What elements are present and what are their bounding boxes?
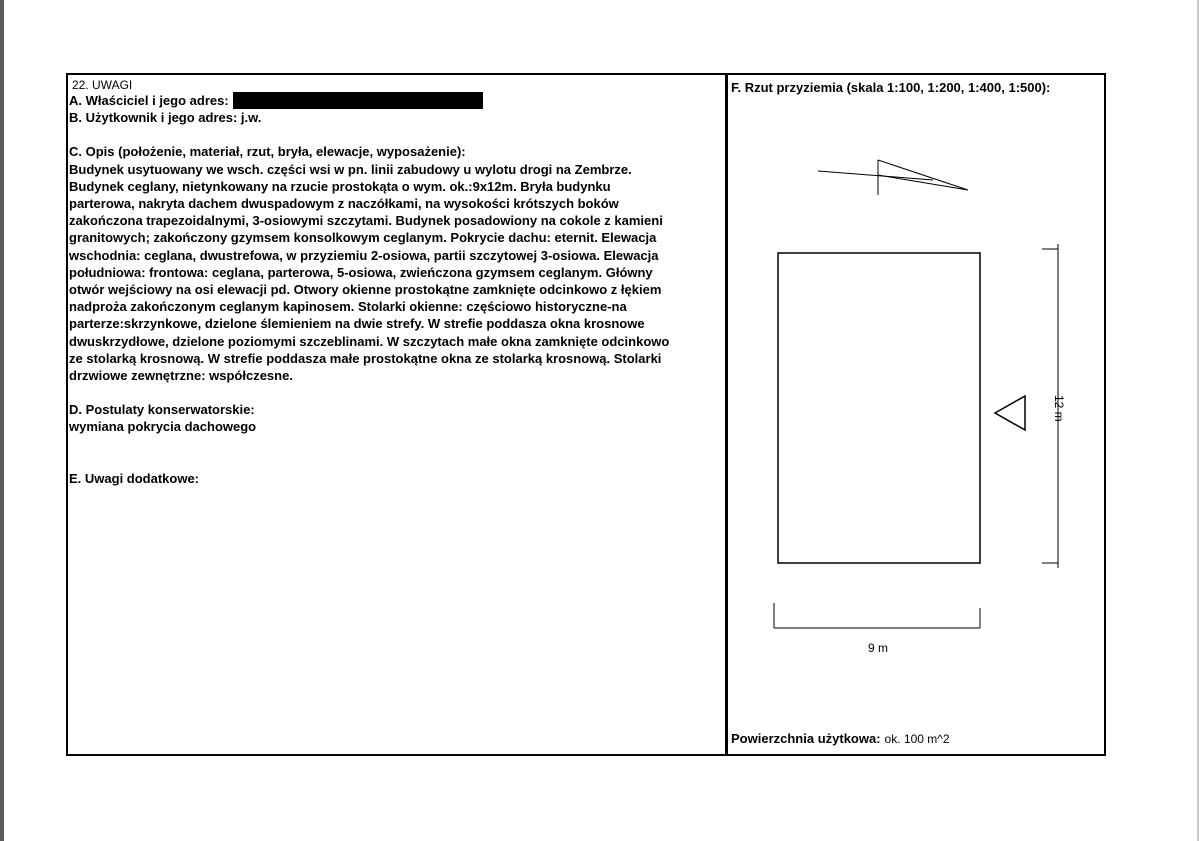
description-line: ze stolarką krosnową. W strefie poddasza małe prostokątne okna ze stolarką krosnową. Stolarki xyxy=(69,350,662,366)
width-dimension-line xyxy=(774,603,980,628)
ground-floor-plan xyxy=(728,100,1100,740)
owner-label: A. Właściciel i jego adres: xyxy=(69,93,229,108)
description-line: nadproża zakończonym ceglanym kapinosem. Stolarki okienne: częściowo historyczne-na xyxy=(69,299,627,315)
length-dimension-label: 12 m xyxy=(1052,395,1066,422)
usable-area-value: ok. 100 m^2 xyxy=(884,732,950,746)
scan-edge-left xyxy=(0,0,4,841)
description-line: granitowych; zakończony gzymsem konsolkowym ceglanym. Pokrycie dachu: eternit. Elewacja xyxy=(69,230,657,246)
description-line: wschodnia: ceglana, dwustrefowa, w przyziemiu 2-osiowa, partii szczytowej 3-osiowa. Elewacja xyxy=(69,247,659,263)
description-heading: C. Opis (położenie, materiał, rzut, bryła, elewacje, wyposażenie): xyxy=(69,144,466,160)
description-line: drzwiowe zewnętrzne: współczesne. xyxy=(69,368,293,384)
section-number: 22. UWAGI xyxy=(72,78,133,92)
description-line: zakończona trapezoidalnymi, 3-osiowymi szczytami. Budynek posadowiony na cokole z kamieni xyxy=(69,213,663,229)
north-arrow-icon xyxy=(818,160,968,195)
owner-row xyxy=(69,92,724,109)
user-line: B. Użytkownik i jego adres: j.w. xyxy=(69,110,262,126)
remarks-heading: E. Uwagi dodatkowe: xyxy=(69,470,200,486)
entrance-triangle-icon xyxy=(995,396,1025,430)
description-line: południowa: frontowa: ceglana, parterowa, 5-osiowa, zwieńczona gzymsem ceglanym. Główny xyxy=(69,264,653,280)
description-line: Budynek ceglany, nietynkowany na rzucie prostokąta o wym. ok.:9x12m. Bryła budynku xyxy=(69,178,611,194)
remarks-column xyxy=(69,78,724,487)
width-dimension-label: 9 m xyxy=(868,641,889,655)
plan-heading: F. Rzut przyziemia (skala 1:100, 1:200, 1:400, 1:500): xyxy=(731,80,1051,95)
description-line: parterowa, nakryta dachem dwuspadowym z naczółkami, na wysokości krótszych boków xyxy=(69,196,619,212)
usable-area-row xyxy=(731,731,950,746)
description-line: dwuskrzydłowe, dzielone poziomymi szczeblinami. W szczytach małe okna zamknięte odcinkowo xyxy=(69,333,670,349)
building-outline xyxy=(778,253,980,563)
redacted-owner-address xyxy=(233,92,483,109)
description-line: otwór wejściowy na osi elewacji pd. Otwory okienne prostokątne zamknięte odcinkowo z łękiem xyxy=(69,282,662,298)
description-line: Budynek usytuowany we wsch. części wsi w pn. linii zabudowy u wylotu drogi na Zembrze. xyxy=(69,161,632,177)
postulates-text: wymiana pokrycia dachowego xyxy=(69,419,257,435)
description-text xyxy=(69,161,724,385)
description-line: parterze:skrzynkowe, dzielone ślemieniem na dwie strefy. W strefie poddasza okna krosnowe xyxy=(69,316,645,332)
postulates-heading: D. Postulaty konserwatorskie: xyxy=(69,402,255,418)
usable-area-label: Powierzchnia użytkowa: xyxy=(731,731,881,746)
